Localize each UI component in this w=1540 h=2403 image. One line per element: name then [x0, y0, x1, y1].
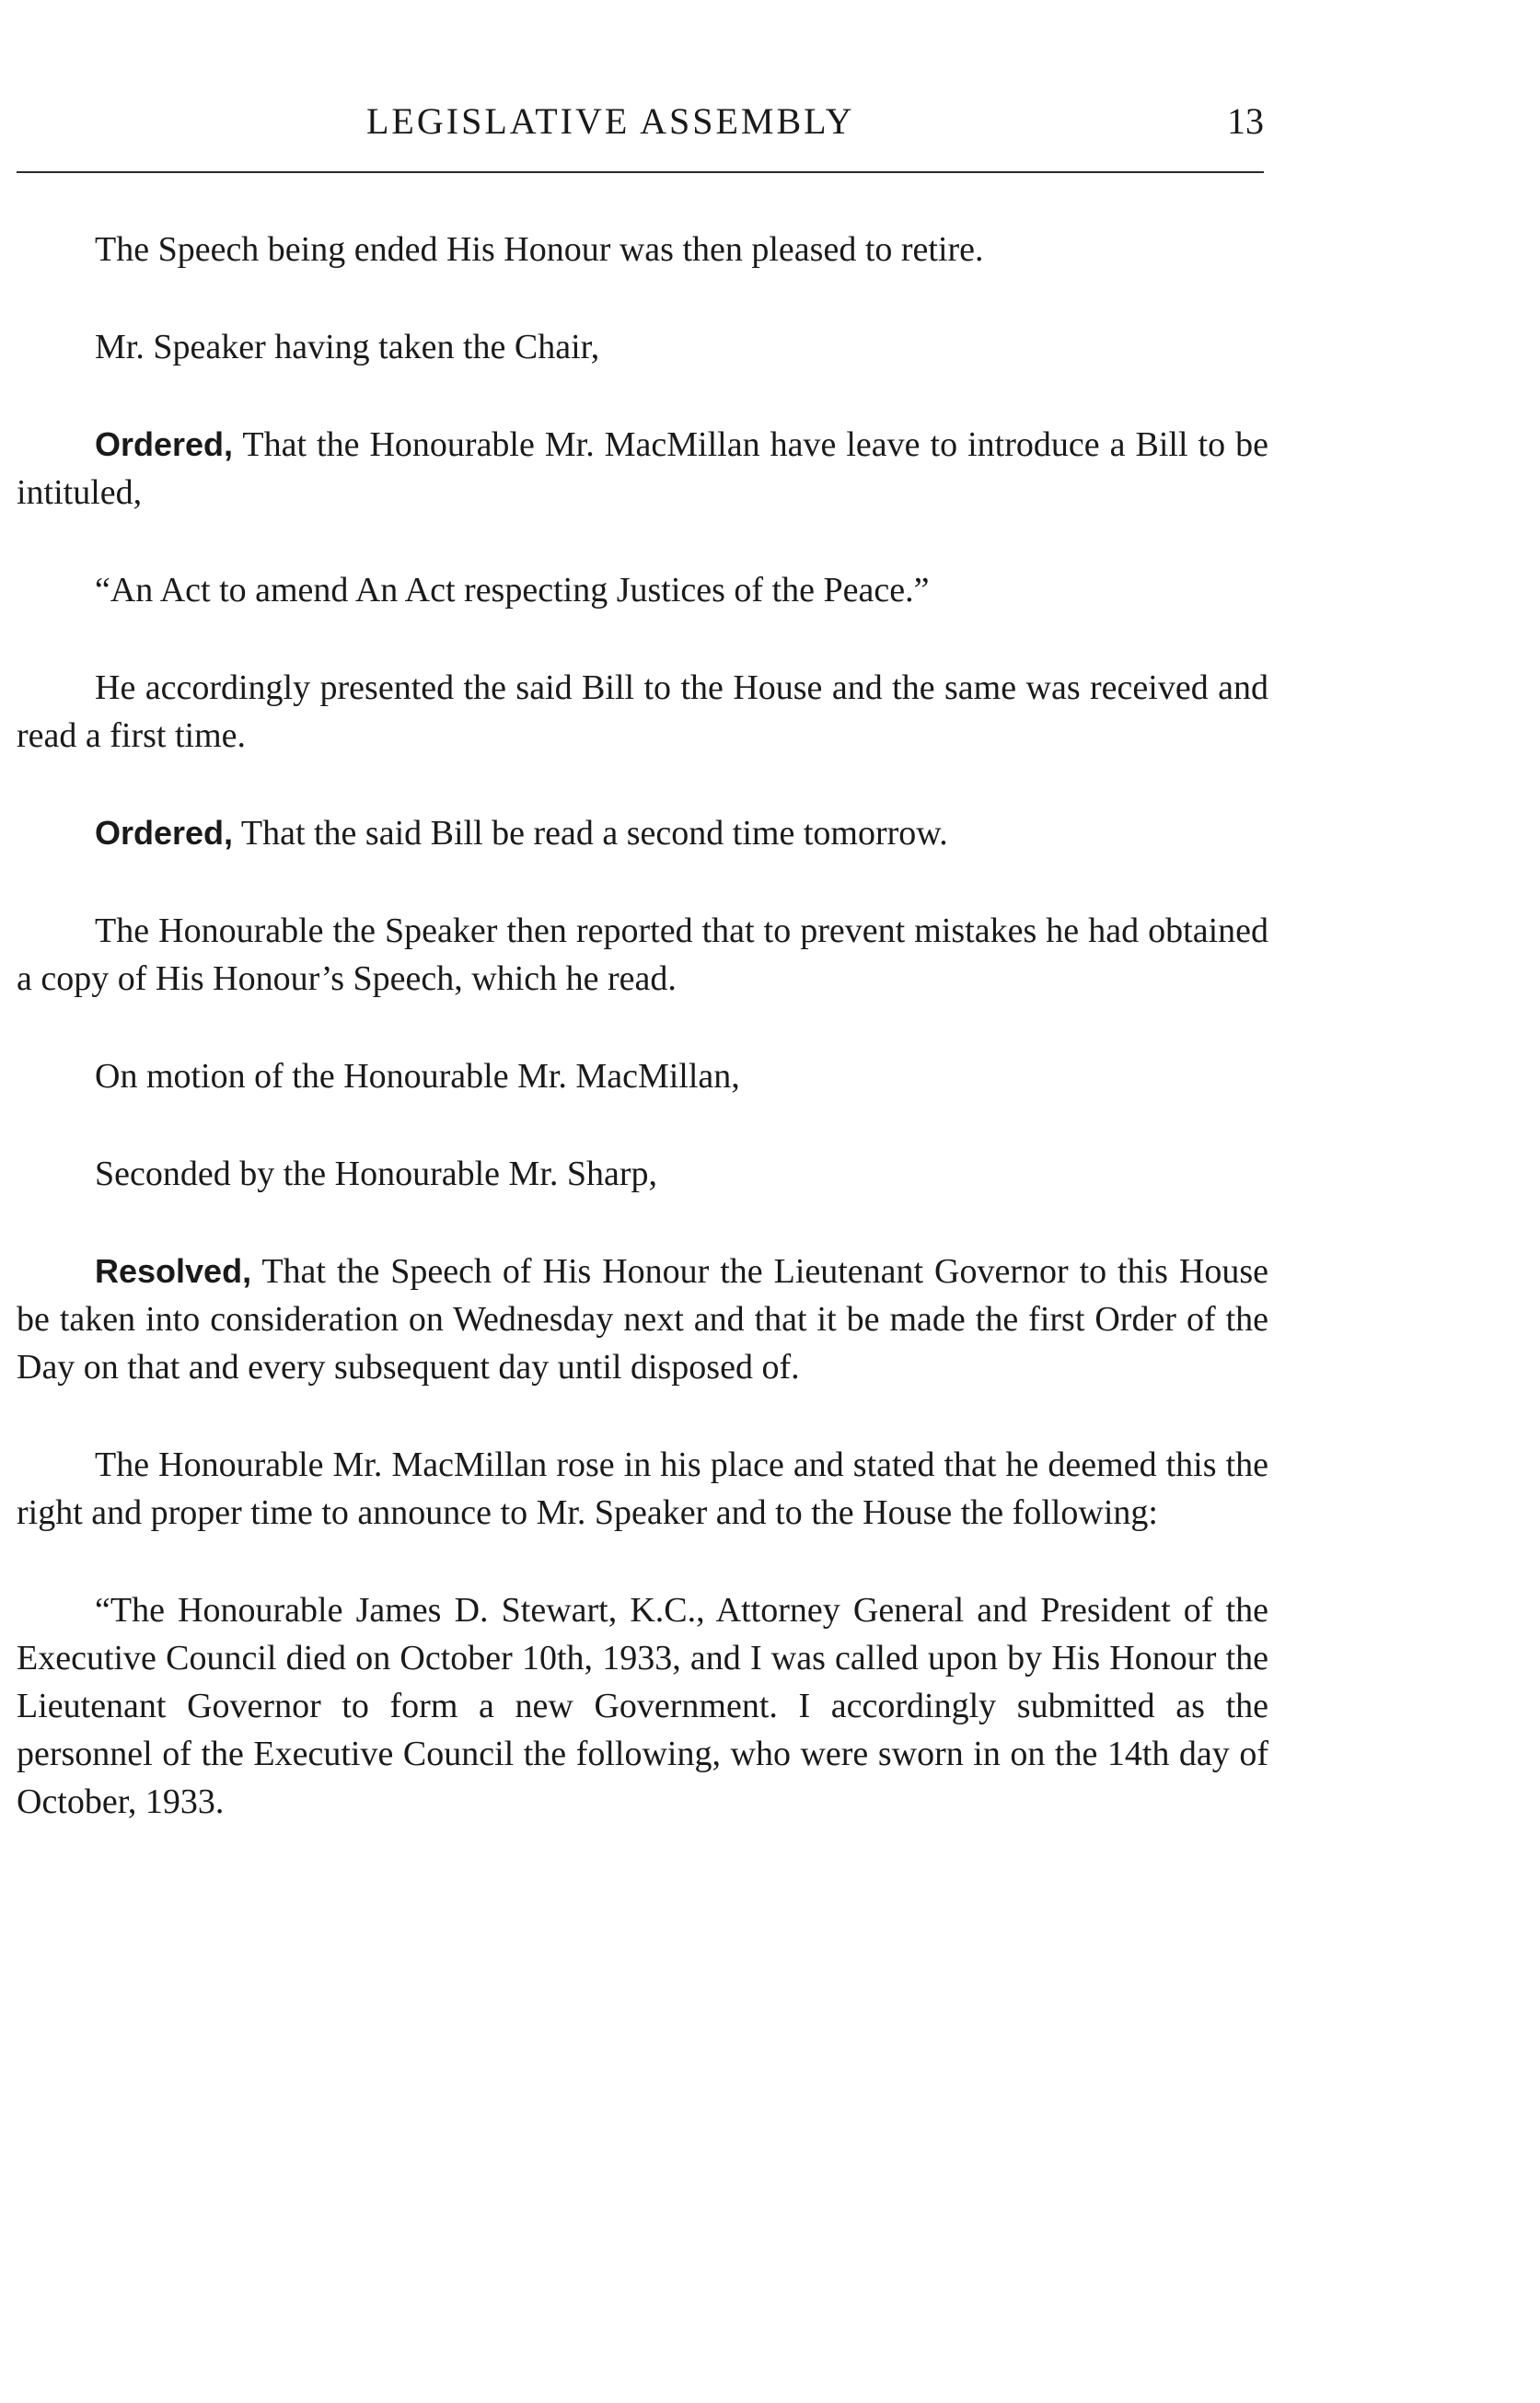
paragraph-quoted-announcement: “The Honourable James D. Stewart, K.C., Attorney General and President of the Executive Council died on October 10th, 1933, and I was called upon by His Honour the Lieutenant Governor to form a new Government. I accordingly submitted as the personnel of the Executive Council the following, who were sworn in on the 14th day of October, 1933.: [17, 1591, 1268, 1821]
paragraph-bill-title: “An Act to amend An Act respecting Justices of the Peace.”: [95, 571, 930, 609]
paragraph-on-motion: On motion of the Honourable Mr. MacMillan,: [95, 1057, 740, 1096]
header-rule: [17, 171, 1264, 173]
paragraph-ordered-second-reading: Ordered, That the said Bill be read a second time tomorrow.: [95, 814, 948, 853]
page-number: 13: [1227, 100, 1264, 142]
paragraph-ordered-leave: Ordered, That the Honourable Mr. MacMillan have leave to introduce a Bill to be intituled,: [17, 425, 1268, 512]
page-body: [17, 226, 1268, 1875]
ordered-keyword: Ordered,: [95, 425, 234, 463]
paragraph-speaker-chair: Mr. Speaker having taken the Chair,: [95, 328, 600, 366]
paragraph-speech-ended: The Speech being ended His Honour was then pleased to retire.: [95, 230, 984, 269]
ordered-keyword: Ordered,: [95, 814, 234, 852]
resolved-keyword: Resolved,: [95, 1252, 252, 1290]
page-header: [17, 99, 1264, 173]
paragraph-speaker-reported: The Honourable the Speaker then reported that to prevent mistakes he had obtained a copy of His Honour’s Speech, which he read.: [17, 911, 1268, 998]
paragraph-bill-presented: He accordingly presented the said Bill to the House and the same was received and read a first time.: [17, 668, 1268, 755]
running-head: LEGISLATIVE ASSEMBLY: [366, 100, 855, 142]
paragraph-resolved: Resolved, That the Speech of His Honour the Lieutenant Governor to this House be taken into consideration on Wednesday next and that it be made the first Order of the Day on that and every subsequent day until disposed of.: [17, 1252, 1268, 1387]
paragraph-seconded: Seconded by the Honourable Mr. Sharp,: [95, 1155, 658, 1193]
paragraph-macmillan-statement: The Honourable Mr. MacMillan rose in his place and stated that he deemed this the right and proper time to announce to Mr. Speaker and to the House the following:: [17, 1445, 1268, 1532]
